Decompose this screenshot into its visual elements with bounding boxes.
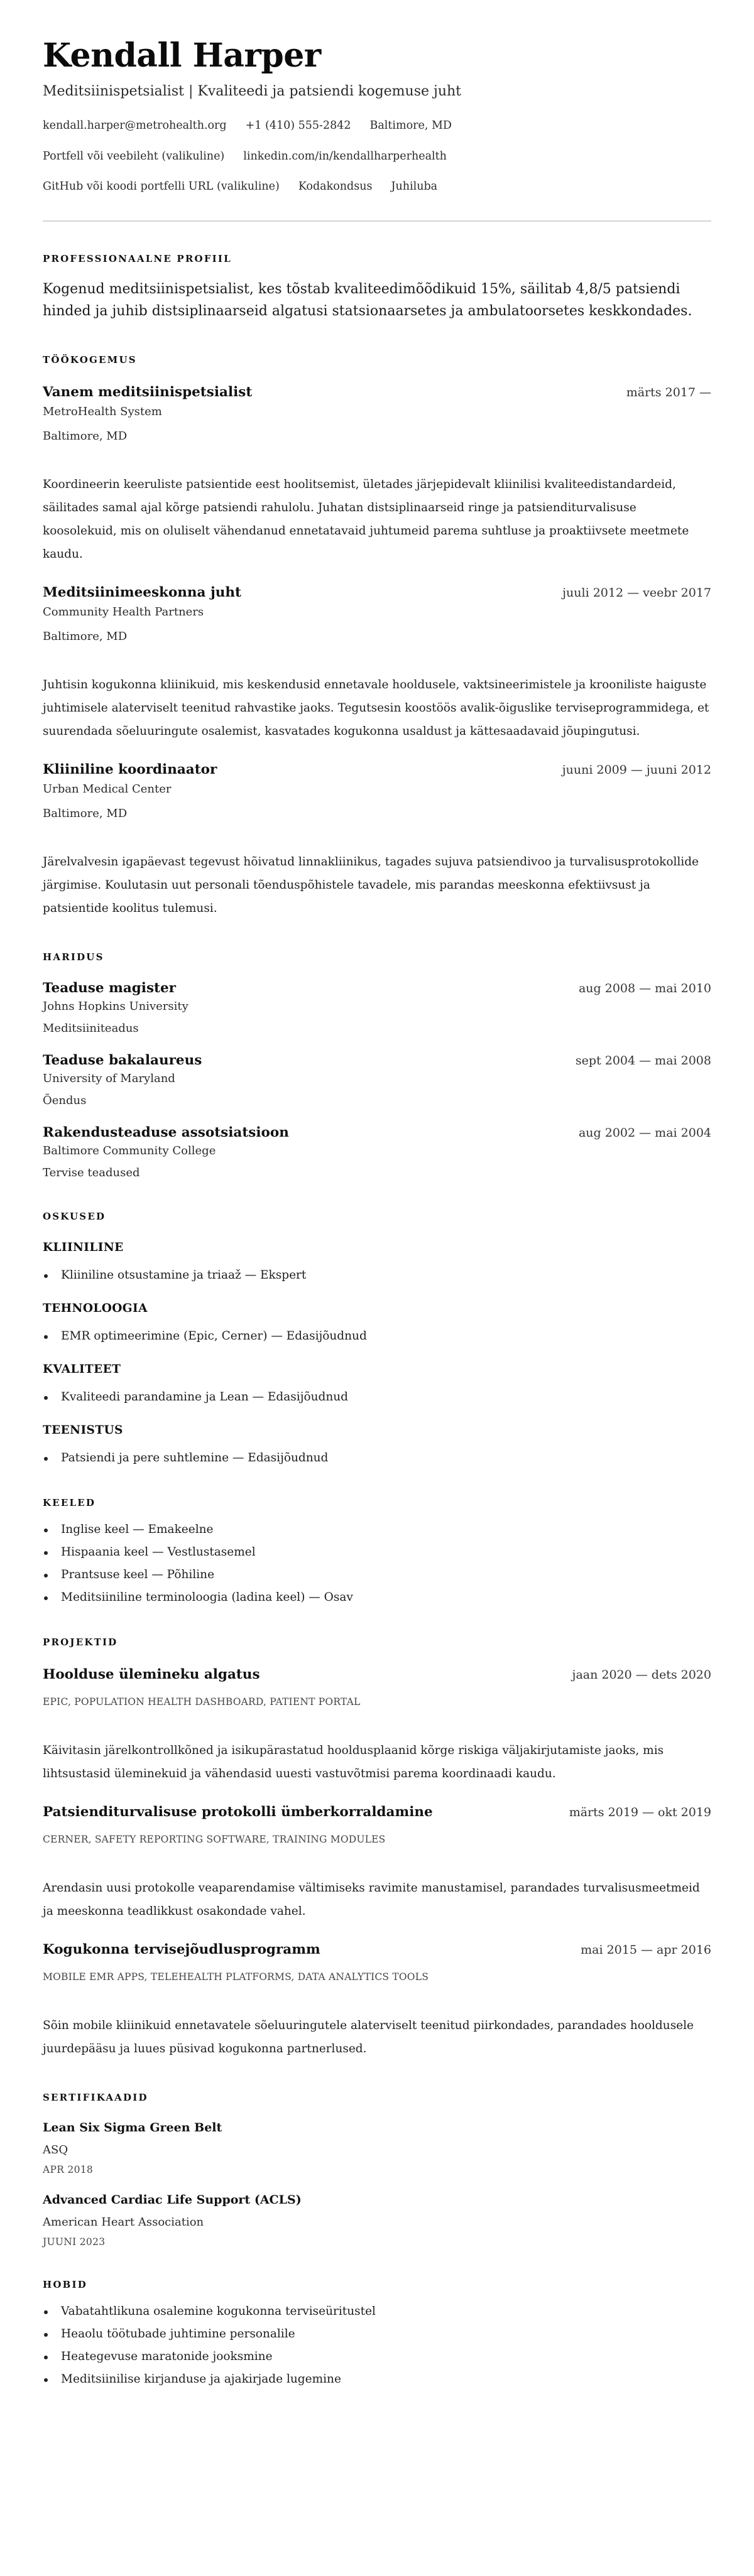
certification-name: Lean Six Sigma Green Belt bbox=[43, 2120, 222, 2135]
project-description: Käivitasin järelkontrollkõned ja isikupärastatud hooldusplaanid kõrge riskiga väljakirjutamiste jaoks, mis lihtsustasid üleminekuid ja vähendasid uuesti vastuvõtmisi parema koordinaadi kaudu. bbox=[43, 1743, 664, 1780]
job-location: Baltimore, MD bbox=[43, 429, 128, 443]
hobby-item: Heategevuse maratonide jooksmine bbox=[43, 2349, 711, 2364]
project-name: Kogukonna tervisejõudlusprogramm bbox=[43, 1941, 320, 1957]
job-title: Meditsiinimeeskonna juht bbox=[43, 584, 241, 600]
job-location: Baltimore, MD bbox=[43, 806, 128, 820]
skill-item: EMR optimeerimine (Epic, Cerner) — Edasijõudnud bbox=[43, 1329, 711, 1344]
language-item: Meditsiiniline terminoloogia (ladina keel) — Osav bbox=[43, 1590, 711, 1605]
section-title: KEELED bbox=[43, 1496, 96, 1508]
certification-date: APR 2018 bbox=[43, 2163, 94, 2175]
skill-list bbox=[43, 1268, 711, 1283]
certification-issuer: American Heart Association bbox=[43, 2215, 204, 2229]
certification-date: JUUNI 2023 bbox=[43, 2236, 106, 2248]
section-title: OSKUSED bbox=[43, 1210, 106, 1222]
project-entry bbox=[43, 1942, 711, 2060]
projects-section bbox=[43, 1637, 711, 2060]
section-title: PROFESSIONAALNE PROFIIL bbox=[43, 253, 232, 265]
project-name: Hoolduse ülemineku algatus bbox=[43, 1666, 260, 1682]
education-dates: aug 2002 — mai 2004 bbox=[578, 1125, 711, 1140]
skill-group-title: KVALITEET bbox=[43, 1362, 121, 1376]
resume-header bbox=[43, 36, 711, 194]
certifications-section bbox=[43, 2092, 711, 2248]
company-name: MetroHealth System bbox=[43, 404, 162, 418]
job-description: Koordineerin keeruliste patsientide eest hoolitsemist, ületades järjepidevalt kliinilisi kvaliteedistandardeid, säilitades samal ajal kõrge patsiendi rahulolu. Juhatan distsiplinaarseid ringe ja patsienditurvalisuse koosolekuid, mis on oluliselt vähendanud ennetatavaid juhtumeid parema suhtluse ja proaktiivsete meetmete kaudu. bbox=[43, 477, 689, 561]
contact-location: Baltimore, MD bbox=[369, 119, 452, 132]
project-tech: EPIC, POPULATION HEALTH DASHBOARD, PATIENT PORTAL bbox=[43, 1696, 361, 1707]
education-entry bbox=[43, 1125, 711, 1179]
section-title: HARIDUS bbox=[43, 951, 104, 963]
skill-group bbox=[43, 1424, 711, 1466]
job-description: Juhtisin kogukonna kliinikuid, mis keskendusid ennetavale hooldusele, vaktsineerimistele ja krooniliste haiguste juhtimisele alaterviselt teenitud rahvastike jaoks. Tegutsesin koostöös avalik-õiguslike terviseprogrammidega, et suurendada sõeluuringute osalemist, kasvatades kogukonna usaldust ja kättesaadavaid jõupingutusi. bbox=[43, 678, 709, 738]
skill-group bbox=[43, 1363, 711, 1405]
skills-section bbox=[43, 1211, 711, 1466]
education-dates: aug 2008 — mai 2010 bbox=[578, 981, 711, 995]
contact-row bbox=[43, 119, 711, 133]
degree-name: Teaduse bakalaureus bbox=[43, 1052, 202, 1068]
field-of-study: Õendus bbox=[43, 1093, 87, 1107]
language-item: Prantsuse keel — Põhiline bbox=[43, 1567, 711, 1583]
certification-entry bbox=[43, 2193, 711, 2248]
contact-portfolio[interactable]: Portfell või veebileht (valikuline) bbox=[43, 149, 225, 163]
contact-citizenship: Kodakondsus bbox=[298, 180, 373, 193]
degree-name: Rakendusteaduse assotsiatsioon bbox=[43, 1124, 289, 1140]
company-name: Urban Medical Center bbox=[43, 782, 172, 796]
hobbies-section bbox=[43, 2279, 711, 2387]
skill-item: Kliiniline otsustamine ja triaaž — Ekspert bbox=[43, 1268, 711, 1283]
contact-drivers-license: Juhiluba bbox=[391, 180, 438, 193]
field-of-study: Tervise teadused bbox=[43, 1166, 140, 1179]
project-dates: mai 2015 — apr 2016 bbox=[581, 1942, 711, 1957]
education-section bbox=[43, 951, 711, 1179]
section-title: PROJEKTID bbox=[43, 1636, 118, 1648]
certification-issuer: ASQ bbox=[43, 2143, 68, 2157]
skill-group-title: KLIINILINE bbox=[43, 1240, 124, 1254]
job-dates: juuni 2009 — juuni 2012 bbox=[562, 762, 711, 777]
contact-email[interactable]: kendall.harper@metrohealth.org bbox=[43, 119, 227, 132]
skill-list bbox=[43, 1390, 711, 1405]
project-tech: MOBILE EMR APPS, TELEHEALTH PLATFORMS, DATA ANALYTICS TOOLS bbox=[43, 1971, 429, 1983]
education-entry bbox=[43, 980, 711, 1035]
school-name: University of Maryland bbox=[43, 1071, 175, 1085]
certification-name: Advanced Cardiac Life Support (ACLS) bbox=[43, 2192, 302, 2207]
project-description: Sõin mobile kliinikuid ennetavatele sõeluuringutele alaterviselt teenitud piirkondades, parandades hooldusele juurdepääsu ja luues püsivad kogukonna partnerlused. bbox=[43, 2018, 694, 2055]
candidate-name: Kendall Harper bbox=[43, 36, 321, 75]
profile-section bbox=[43, 253, 711, 322]
project-entry bbox=[43, 1804, 711, 1923]
section-title: SERTIFIKAADID bbox=[43, 2091, 148, 2103]
company-name: Community Health Partners bbox=[43, 605, 204, 619]
headline: Meditsiinispetsialist | Kvaliteedi ja patsiendi kogemuse juht bbox=[43, 84, 462, 100]
contact-row bbox=[43, 180, 711, 194]
language-item: Inglise keel — Emakeelne bbox=[43, 1522, 711, 1537]
job-title: Kliiniline koordinaator bbox=[43, 761, 217, 777]
education-dates: sept 2004 — mai 2008 bbox=[575, 1053, 711, 1068]
section-title: TÖÖKOGEMUS bbox=[43, 354, 137, 365]
project-description: Arendasin uusi protokolle veaparendamise vältimiseks ravimite manustamisel, parandades turvalisusmeetmeid ja meeskonna teadlikkust osakondade vahel. bbox=[43, 1881, 700, 1918]
job-dates: märts 2017 — bbox=[626, 385, 711, 399]
project-dates: märts 2019 — okt 2019 bbox=[569, 1805, 711, 1819]
hobby-item: Meditsiinilise kirjanduse ja ajakirjade lugemine bbox=[43, 2372, 711, 2387]
project-name: Patsienditurvalisuse protokolli ümberkorraldamine bbox=[43, 1804, 433, 1820]
experience-section bbox=[43, 354, 711, 920]
header-divider bbox=[43, 220, 711, 222]
experience-entry bbox=[43, 762, 711, 920]
skill-group bbox=[43, 1241, 711, 1283]
skill-item: Patsiendi ja pere suhtlemine — Edasijõudnud bbox=[43, 1451, 711, 1466]
skill-item: Kvaliteedi parandamine ja Lean — Edasijõudnud bbox=[43, 1390, 711, 1405]
contact-linkedin[interactable]: linkedin.com/in/kendallharperhealth bbox=[243, 149, 447, 163]
skill-group-title: TEENISTUS bbox=[43, 1423, 123, 1437]
education-entry bbox=[43, 1053, 711, 1107]
hobby-item: Heaolu töötubade juhtimine personalile bbox=[43, 2327, 711, 2342]
section-title: HOBID bbox=[43, 2278, 87, 2290]
school-name: Johns Hopkins University bbox=[43, 999, 188, 1013]
skill-group bbox=[43, 1302, 711, 1344]
language-list bbox=[43, 1522, 711, 1605]
experience-entry bbox=[43, 384, 711, 566]
skill-list bbox=[43, 1329, 711, 1344]
job-dates: juuli 2012 — veebr 2017 bbox=[562, 585, 711, 600]
skill-group-title: TEHNOLOOGIA bbox=[43, 1301, 148, 1315]
project-tech: CERNER, SAFETY REPORTING SOFTWARE, TRAINING MODULES bbox=[43, 1833, 386, 1845]
hobby-item: Vabatahtlikuna osalemine kogukonna terviseüritustel bbox=[43, 2304, 711, 2319]
contact-github[interactable]: GitHub või koodi portfelli URL (valikuline) bbox=[43, 180, 280, 193]
contact-row bbox=[43, 149, 711, 164]
job-location: Baltimore, MD bbox=[43, 629, 128, 643]
project-dates: jaan 2020 — dets 2020 bbox=[572, 1667, 711, 1682]
experience-entry bbox=[43, 585, 711, 743]
profile-summary: Kogenud meditsiinispetsialist, kes tõstab kvaliteedimõõdikuid 15%, säilitab 4,8/5 patsiendi hinded ja juhib distsiplinaarseid algatusi statsionaarsetes ja ambulatoorsetes keskkondades. bbox=[43, 281, 692, 320]
languages-section bbox=[43, 1497, 711, 1605]
skill-list bbox=[43, 1451, 711, 1466]
hobby-list bbox=[43, 2304, 711, 2387]
certification-entry bbox=[43, 2121, 711, 2175]
degree-name: Teaduse magister bbox=[43, 980, 176, 996]
school-name: Baltimore Community College bbox=[43, 1144, 216, 1157]
project-entry bbox=[43, 1667, 711, 1785]
job-title: Vanem meditsiinispetsialist bbox=[43, 384, 253, 400]
contact-phone[interactable]: +1 (410) 555-2842 bbox=[245, 119, 351, 132]
language-item: Hispaania keel — Vestlustasemel bbox=[43, 1545, 711, 1560]
field-of-study: Meditsiiniteadus bbox=[43, 1021, 139, 1035]
job-description: Järelvalvesin igapäevast tegevust hõivatud linnakliinikus, tagades sujuva patsiendivoo ja turvalisusprotokollide järgimise. Koulutasin uut personali tõenduspõhistele tavadele, mis parandas meeskonna efektiivsust ja patsientide koolitus tulemusi. bbox=[43, 855, 699, 915]
